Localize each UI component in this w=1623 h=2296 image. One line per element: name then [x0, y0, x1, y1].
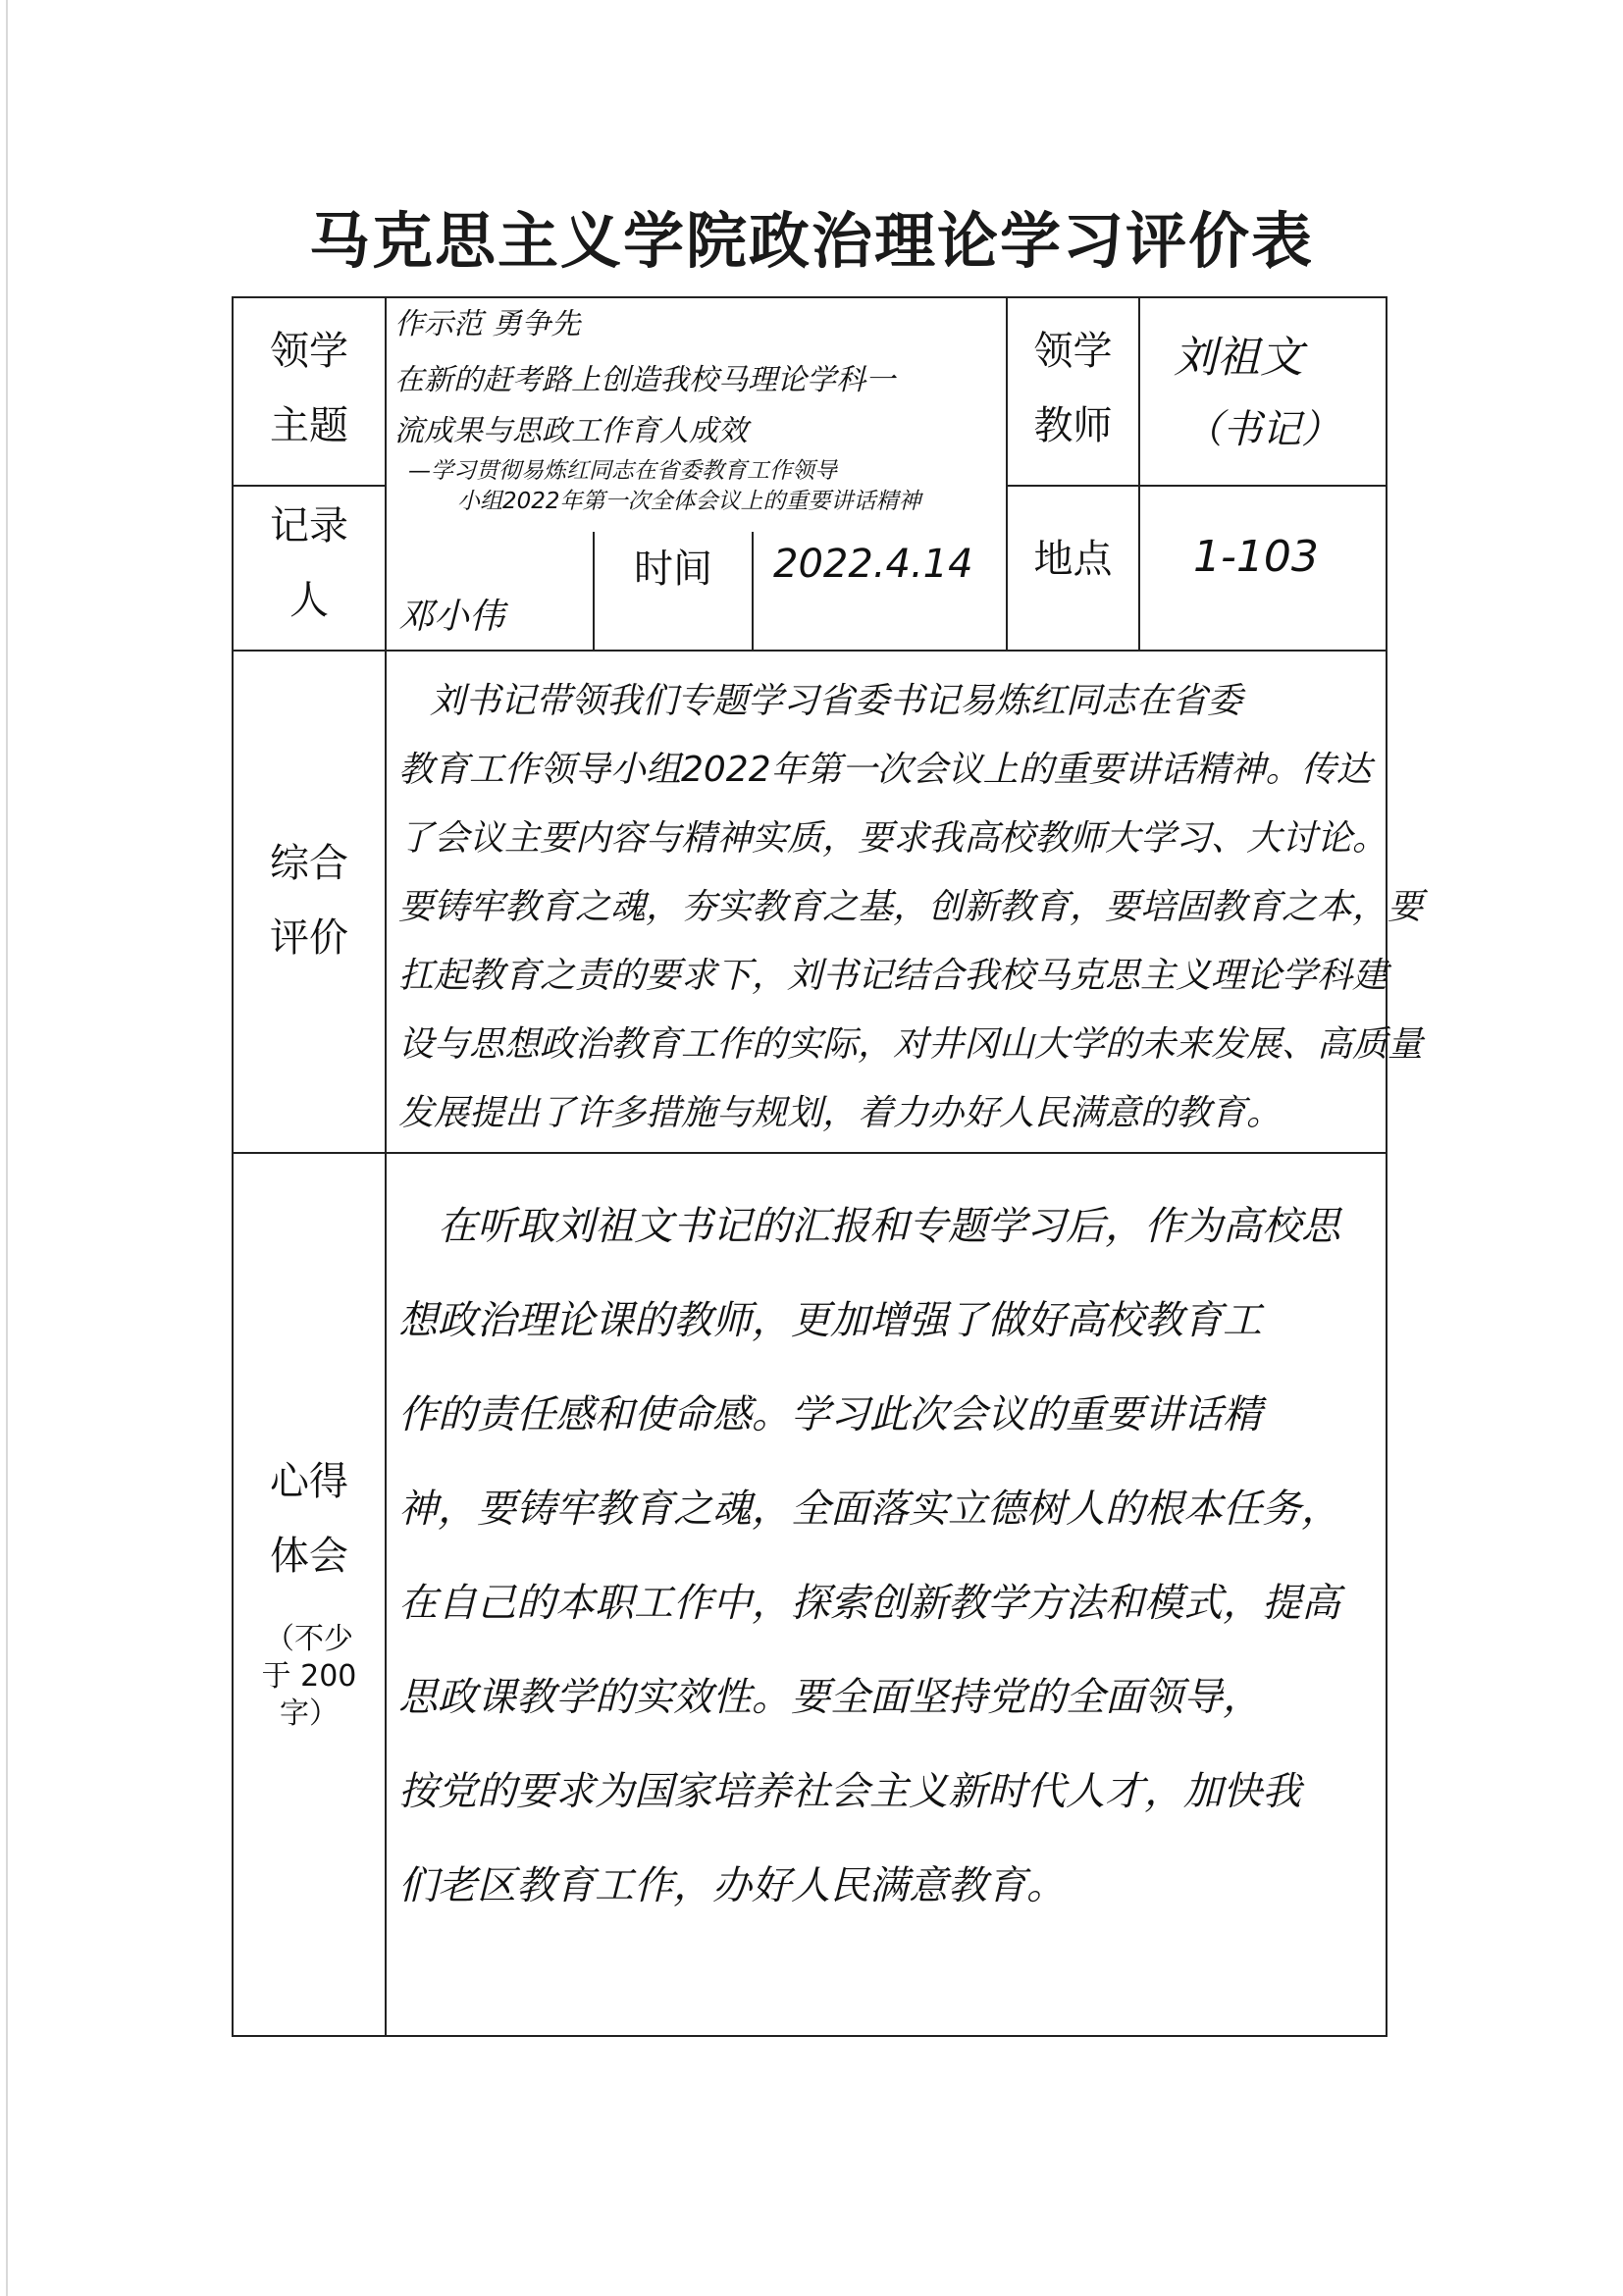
- form-border-top: [232, 296, 1387, 298]
- reflection-label-line1: 心得: [270, 1459, 348, 1504]
- topic-line: 流成果与思政工作育人成效: [394, 414, 748, 448]
- reflection-line: 神，要铸牢教育之魂，全面落实立德树人的根本任务，: [398, 1487, 1340, 1532]
- topic-value: [394, 302, 921, 516]
- row-divider-recorder: [232, 650, 1387, 652]
- evaluation-text: [398, 667, 1423, 1148]
- recorder-label-line2: 人: [289, 578, 329, 623]
- page-title: 马克思主义学院政治理论学习评价表: [308, 205, 1314, 277]
- evaluation-line: 要铸牢教育之魂，夯实教育之基，创新教育，要培固教育之本，要: [398, 887, 1424, 927]
- evaluation-line: 扛起教育之责的要求下，刘书记结合我校马克思主义理论学科建: [398, 956, 1388, 996]
- reflection-label-line2: 体会: [270, 1534, 348, 1579]
- topic-line: 小组2022年第一次全体会议上的重要讲话精神: [457, 489, 921, 514]
- scan-edge: [6, 0, 8, 2296]
- reflection-length-note: [234, 1621, 385, 1733]
- reflection-line: 按党的要求为国家培养社会主义新时代人才，加快我: [398, 1769, 1301, 1814]
- reflection-label: [234, 1444, 385, 1593]
- recorder-label-line1: 记录: [270, 503, 348, 548]
- topic-line: —学习贯彻易炼红同志在省委教育工作领导: [408, 458, 837, 484]
- recorder-name: 邓小伟: [398, 597, 505, 637]
- evaluation-line: 发展提出了许多措施与规划，着力办好人民满意的教育。: [398, 1093, 1283, 1133]
- teacher-label-divider-right: [1138, 296, 1140, 650]
- time-label-divider-right: [752, 532, 754, 650]
- reflection-line: 思政课教学的实效性。要全面坚持党的全面领导，: [398, 1675, 1262, 1720]
- row-divider-topic: [232, 485, 385, 487]
- reflection-line: 想政治理论课的教师，更加增强了做好高校教育工: [398, 1298, 1262, 1343]
- reflection-line: 作的责任感和使命感。学习此次会议的重要讲话精: [398, 1392, 1262, 1437]
- recorder-label: [234, 489, 385, 638]
- reflection-line: 在听取刘祖文书记的汇报和专题学习后，作为高校思: [438, 1204, 1340, 1249]
- row-divider-teacher: [1006, 485, 1387, 487]
- evaluation-line: 设与思想政治教育工作的实际，对井冈山大学的未来发展、高质量: [398, 1024, 1424, 1065]
- teacher-title: （书记）: [1183, 407, 1340, 452]
- evaluation-line: 刘书记带领我们专题学习省委书记易炼红同志在省委: [430, 681, 1243, 721]
- time-value: 2022.4.14: [773, 542, 973, 587]
- evaluation-line: 教育工作领导小组2022年第一次会议上的重要讲话精神。传达: [398, 750, 1372, 790]
- form-border-right: [1386, 296, 1387, 2037]
- reflection-note-line2: 于 200: [261, 1659, 357, 1694]
- evaluation-label-line2: 评价: [270, 915, 348, 961]
- row-divider-evaluation: [232, 1152, 1387, 1154]
- teacher-label-line1: 领学: [1033, 329, 1113, 374]
- topic-line: 在新的赶考路上创造我校马理论学科一: [394, 363, 895, 397]
- reflection-note-line3: 字）: [280, 1696, 339, 1731]
- reflection-line: 在自己的本职工作中，探索创新教学方法和模式，提高: [398, 1581, 1340, 1626]
- evaluation-form: [232, 296, 1424, 2037]
- topic-label: [234, 314, 385, 463]
- evaluation-label: [234, 826, 385, 975]
- form-border-bottom: [232, 2035, 1387, 2037]
- reflection-note-line1: （不少: [265, 1622, 353, 1656]
- label-column-divider: [385, 296, 387, 2037]
- reflection-text: [398, 1179, 1340, 1933]
- reflection-line: 们老区教育工作，办好人民满意教育。: [398, 1863, 1066, 1908]
- time-label: 时间: [634, 547, 712, 592]
- teacher-name: 刘祖文: [1174, 333, 1303, 383]
- topic-line: 作示范 勇争先: [394, 307, 581, 341]
- teacher-label-line2: 教师: [1033, 403, 1113, 448]
- place-label: 地点: [1033, 537, 1113, 582]
- teacher-label: [1008, 314, 1138, 463]
- topic-label-line1: 领学: [270, 329, 348, 374]
- place-value: 1-103: [1193, 532, 1319, 582]
- evaluation-line: 了会议主要内容与精神实质，要求我高校教师大学习、大讨论。: [398, 818, 1388, 859]
- evaluation-label-line1: 综合: [270, 841, 348, 886]
- topic-label-line2: 主题: [270, 403, 348, 448]
